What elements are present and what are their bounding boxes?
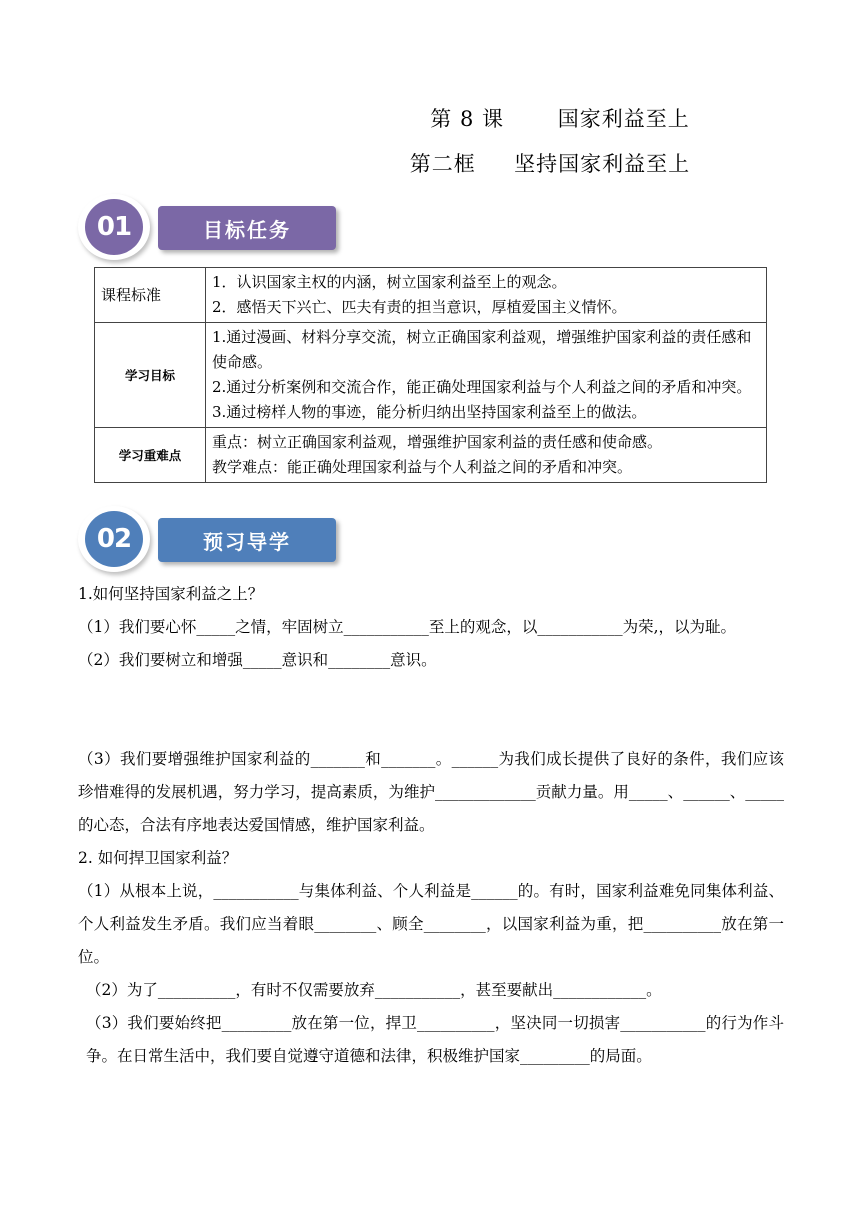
question-item: （1）我们要心怀_____之情，牢固树立___________至上的观念，以___________为荣,，以为耻。	[78, 618, 737, 636]
row-content	[206, 323, 767, 428]
badge-label: 预习导学	[158, 518, 336, 562]
row-content	[206, 428, 767, 483]
section-badge-preview	[78, 506, 358, 572]
badge-label: 目标任务	[158, 206, 336, 250]
table-row	[95, 323, 767, 428]
row-head: 学习目标	[95, 323, 206, 428]
row-line: 1．认识国家主权的内涵，树立国家利益至上的观念。	[212, 273, 567, 291]
question-heading: 2. 如何捍卫国家利益？	[78, 849, 238, 867]
badge-number: 02	[85, 511, 143, 567]
table-row	[95, 428, 767, 483]
lesson-title: 第 8 课 国家利益至上	[430, 107, 690, 131]
question-heading: 1.如何坚持国家利益之上？	[78, 585, 264, 603]
row-content	[206, 268, 767, 323]
row-line: 3.通过榜样人物的事迹，能分析归纳出坚持国家利益至上的做法。	[212, 403, 647, 421]
badge-number-circle	[78, 194, 150, 260]
question-item: （3）我们要始终把_________放在第一位，捍卫__________，坚决同一切损害___________的行为作斗争。在日常生活中，我们要自觉遵守道德和法律，积极维护国家_________的局面。	[86, 1014, 784, 1065]
question-item: （2）我们要树立和增强_____意识和________意识。	[78, 651, 437, 669]
question-item: （2）为了__________，有时不仅需要放弃___________，甚至要献出____________。	[86, 981, 662, 999]
badge-number: 01	[85, 199, 143, 255]
row-head: 课程标准	[95, 268, 206, 323]
badge-number-circle	[78, 506, 150, 572]
row-line: 1.通过漫画、材料分享交流，树立正确国家利益观，增强维护国家利益的责任感和使命感。	[212, 328, 752, 371]
table-row	[95, 268, 767, 323]
preview-questions-part2	[78, 743, 784, 1073]
row-line: 2.通过分析案例和交流合作，能正确处理国家利益与个人利益之间的矛盾和冲突。	[212, 378, 752, 396]
row-line: 2．感悟天下兴亡、匹夫有责的担当意识，厚植爱国主义情怀。	[212, 298, 627, 316]
goals-table	[94, 267, 767, 483]
section-badge-goals	[78, 194, 358, 260]
question-item: （3）我们要增强维护国家利益的_______和_______。______为我们成长提供了良好的条件，我们应该珍惜难得的发展机遇，努力学习，提高素质，为维护_____________贡献力量。用_____、______、_____的心态，合法有序地表达爱国情感，维护国家利益。	[78, 750, 784, 834]
row-head: 学习重难点	[95, 428, 206, 483]
section-title: 第二框 坚持国家利益至上	[409, 152, 691, 176]
preview-questions-part1	[78, 578, 784, 677]
row-line: 重点：树立正确国家利益观，增强维护国家利益的责任感和使命感。	[212, 433, 663, 451]
question-item: （1）从根本上说，___________与集体利益、个人利益是______的。有时，国家利益难免同集体利益、个人利益发生矛盾。我们应当着眼________、顾全________，以国家利益为重，把__________放在第一位。	[78, 882, 784, 966]
row-line: 教学难点：能正确处理国家利益与个人利益之间的矛盾和冲突。	[212, 458, 633, 476]
